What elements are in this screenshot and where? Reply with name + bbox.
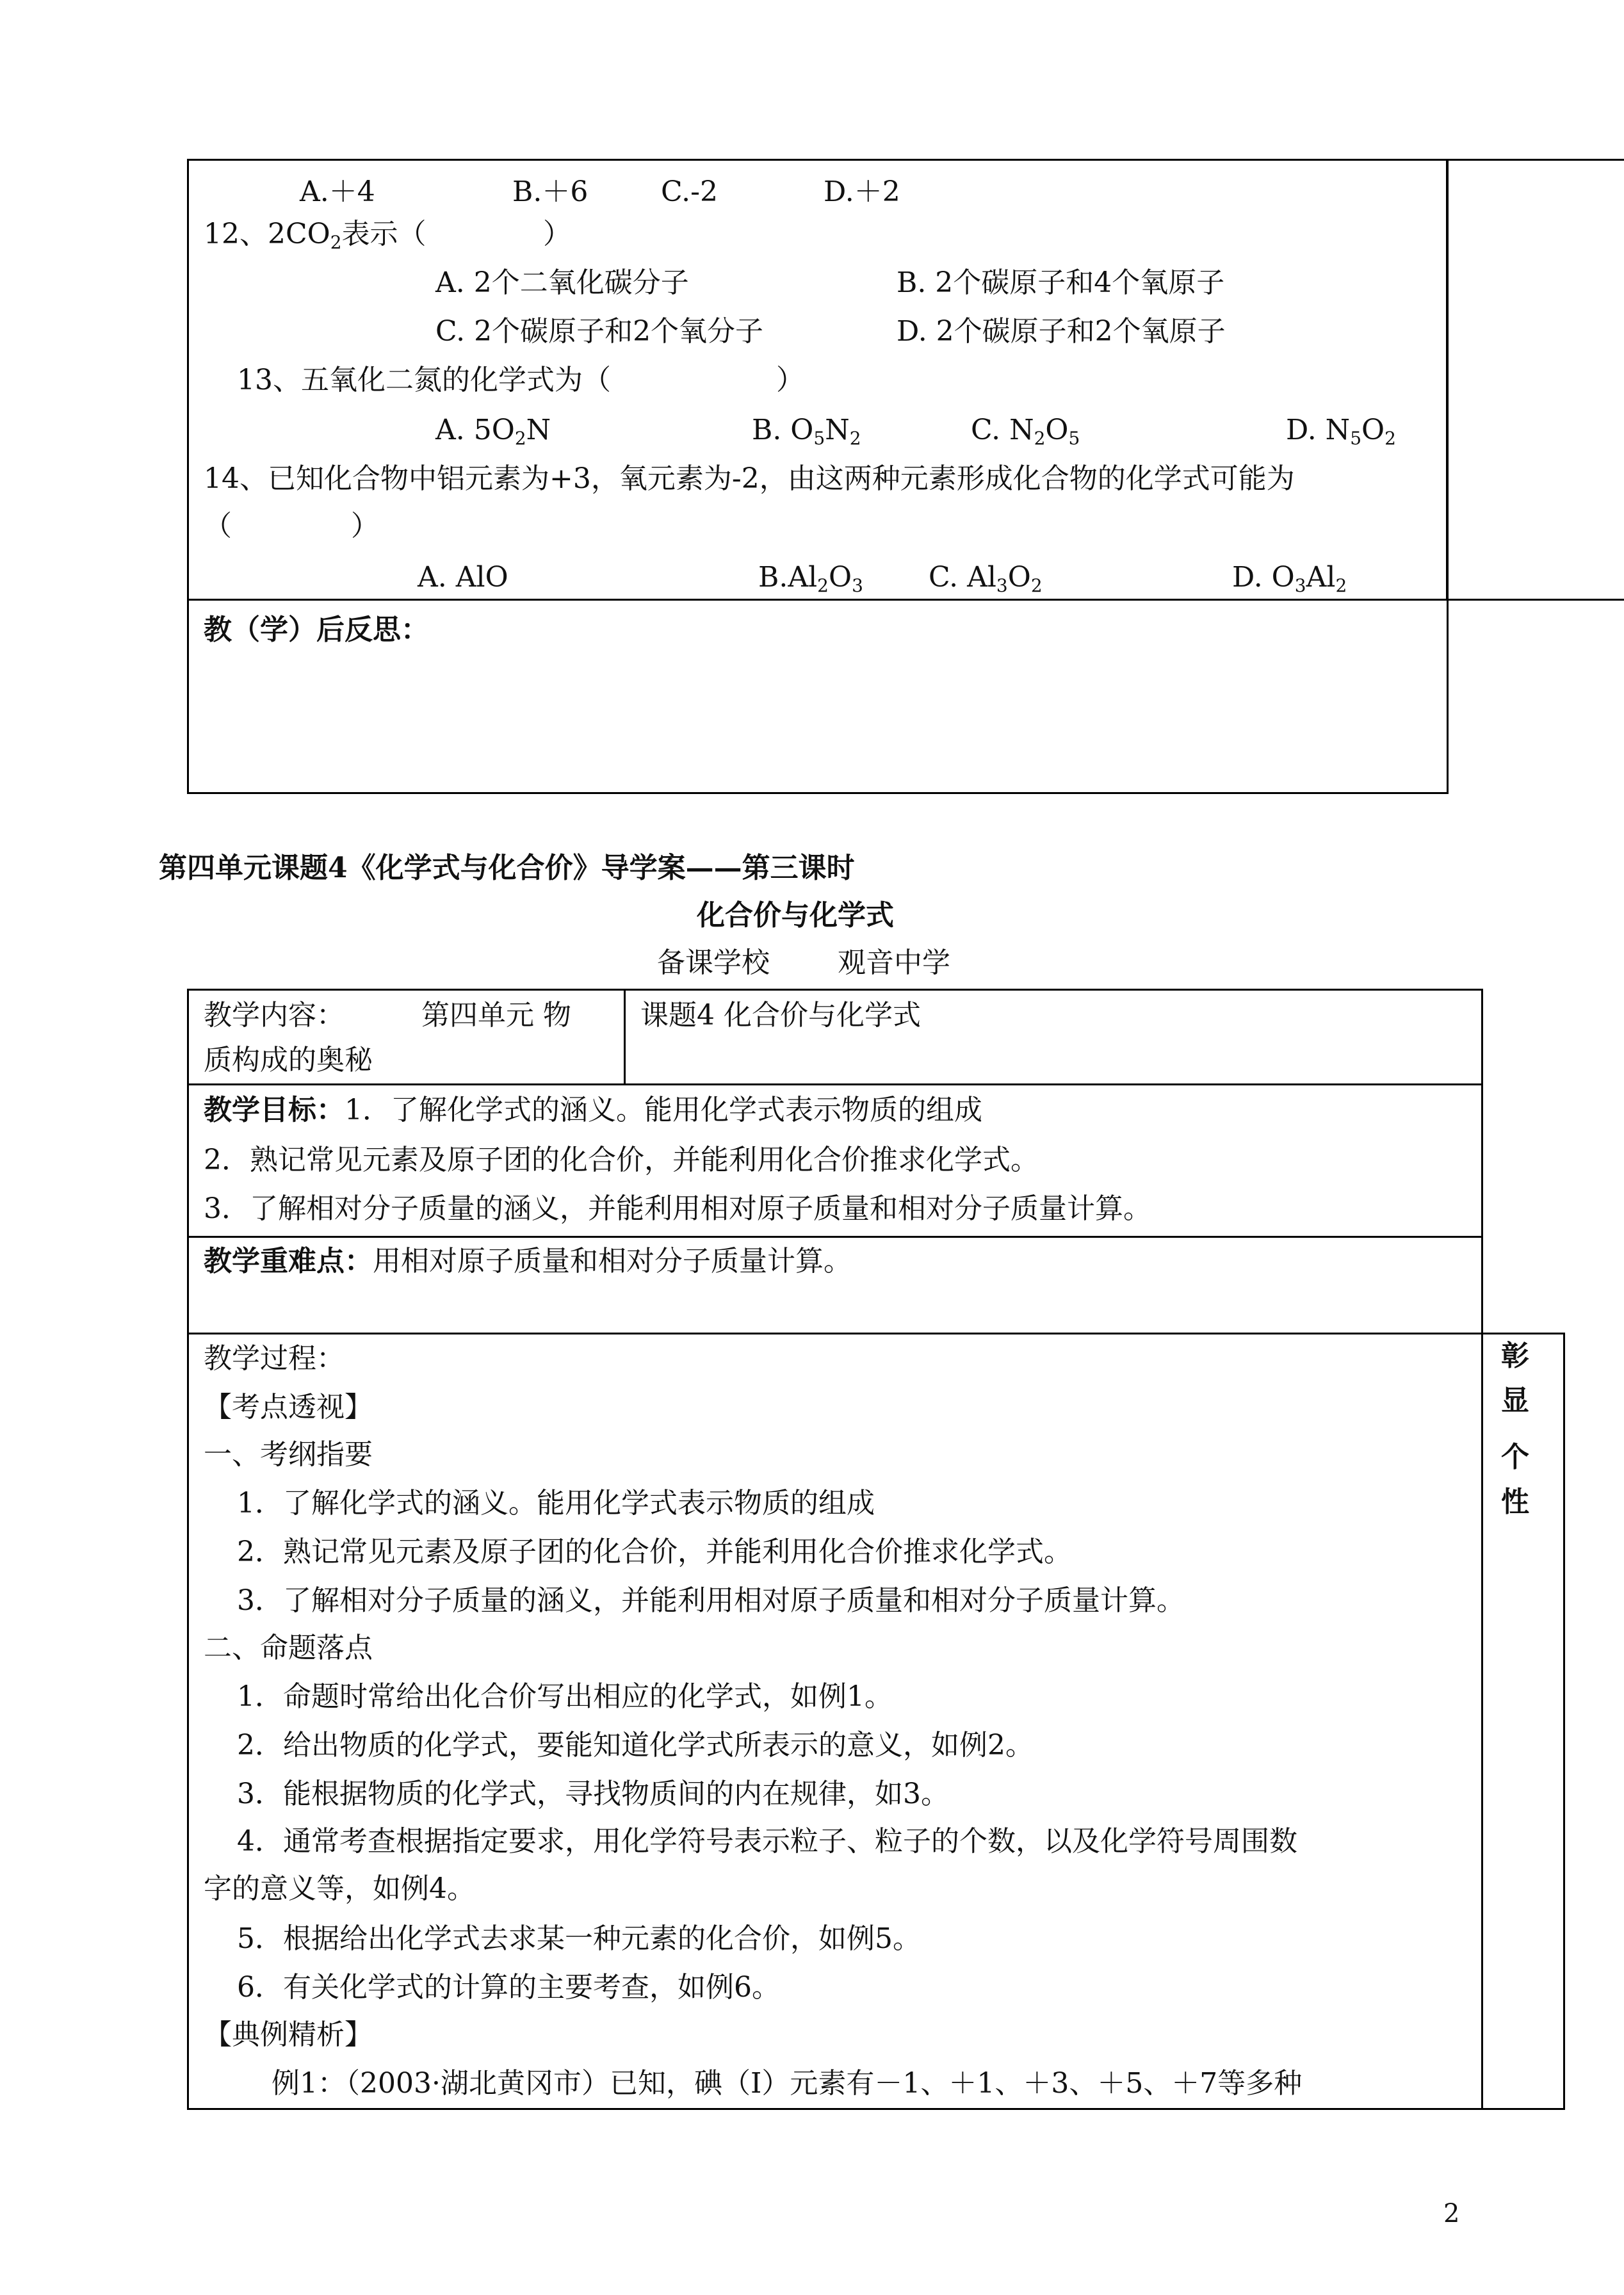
process-label: 教学过程： — [204, 1342, 345, 1375]
key-points-label: 教学重难点： — [204, 1245, 373, 1277]
q11-option-b: B.＋6 — [512, 175, 589, 208]
proposition-item-5: 5．根据给出化学式去求某一种元素的化合价，如例5。 — [237, 1922, 921, 1955]
unit-name: 第四单元 物 — [421, 999, 571, 1032]
q11-option-a: A.＋4 — [300, 175, 375, 208]
examples-heading: 【典例精析】 — [204, 2018, 373, 2051]
unit-name-cont: 质构成的奥秘 — [204, 1044, 373, 1076]
lesson-table-row2-bottom — [187, 1236, 1483, 1238]
side-char-2: 显 — [1501, 1384, 1529, 1417]
lesson-table-left — [187, 989, 189, 2109]
q14-option-b: $B.Al_2O_3$ — [758, 561, 863, 596]
key-points: 教学重难点：用相对原子质量和相对分子质量计算。 — [204, 1245, 852, 1277]
q11-option-d: D.＋2 — [824, 175, 900, 208]
lesson-table-bottom — [187, 2108, 1565, 2110]
q12-stem-close: ） — [543, 218, 571, 250]
question-table-row-divider — [187, 599, 1624, 601]
lesson-table-top — [187, 989, 1483, 991]
objective-1: 教学目标：1．了解化学式的涵义。能用化学式表示物质的组成 — [204, 1094, 982, 1126]
side-char-1: 彰 — [1501, 1340, 1529, 1372]
q11-option-c: C.-2 — [661, 175, 718, 208]
q13-option-b: B. $O_5N_2$ — [752, 414, 861, 449]
lesson-subtitle: 化合价与化学式 — [697, 899, 894, 932]
q12-option-a: A. 2个二氧化碳分子 — [435, 266, 689, 299]
teaching-content-label: 教学内容： — [204, 999, 345, 1032]
proposition-item-2: 2．给出物质的化学式，要能知道化学式所表示的意义，如例2。 — [237, 1729, 1034, 1762]
lesson-table-side-right — [1563, 1333, 1565, 2109]
reflection-label: 教（学）后反思： — [204, 613, 429, 646]
q14-option-a: A. AlO — [418, 561, 508, 594]
q13-option-a: A. $5O_2N$ — [435, 414, 551, 449]
question-table-top-right — [1446, 159, 1624, 161]
example-1: 例1：（2003·湖北黄冈市）已知，碘（I）元素有－1、＋1、＋3、＋5、＋7等多种 — [272, 2067, 1303, 2100]
q14-paren-close: ） — [351, 510, 379, 542]
q12-option-d: D. 2个碳原子和2个氧原子 — [897, 315, 1226, 348]
lesson-table-side-divider — [1481, 1333, 1483, 2109]
proposition-item-4-cont: 字的意义等，如例4。 — [204, 1872, 475, 1905]
q13-option-d: D. $N_5O_2$ — [1286, 414, 1396, 449]
q14-option-c: C. $Al_3O_2$ — [929, 561, 1043, 596]
objective-2: 2．熟记常见元素及原子团的化合价，并能利用化合价推求化学式。 — [204, 1144, 1039, 1176]
proposition-item-4: 4．通常考查根据指定要求，用化学符号表示粒子、粒子的个数，以及化学符号周围数 — [237, 1825, 1297, 1858]
q14-option-d: D. $O_3Al_2$ — [1232, 561, 1347, 596]
lesson-title: 第四单元课题4《化学式与化合价》导学案——第三课时 — [159, 852, 855, 884]
proposition-item-3: 3．能根据物质的化学式，寻找物质间的内在规律，如3。 — [237, 1778, 949, 1810]
q12-stem: 12、$2CO_2$表示（ — [204, 218, 426, 253]
proposition-item-6: 6．有关化学式的计算的主要考查，如例6。 — [237, 1971, 780, 2004]
objective-3: 3．了解相对分子质量的涵义，并能利用相对原子质量和相对分子质量计算。 — [204, 1192, 1151, 1225]
page-number: 2 — [1443, 2199, 1460, 2228]
outline-item-1: 1．了解化学式的涵义。能用化学式表示物质的组成 — [237, 1487, 875, 1520]
question-table-divider — [1446, 159, 1448, 601]
school-name: 观音中学 — [838, 946, 950, 979]
lesson-name: 课题4 化合价与化学式 — [640, 999, 921, 1032]
side-char-4: 性 — [1501, 1486, 1529, 1518]
q13-option-c: C. $N_2O_5$ — [971, 414, 1080, 449]
lesson-table-row1-bottom — [187, 1083, 1483, 1085]
exam-focus-heading: 【考点透视】 — [204, 1391, 373, 1423]
outline-heading: 一、考纲指要 — [204, 1438, 373, 1471]
q14-paren-open: （ — [204, 510, 232, 542]
outline-item-3: 3．了解相对分子质量的涵义，并能利用相对原子质量和相对分子质量计算。 — [237, 1584, 1185, 1617]
q13-stem-close: ） — [776, 364, 804, 396]
q12-option-c: C. 2个碳原子和2个氧分子 — [435, 315, 764, 348]
lesson-table-row3-bottom — [187, 1333, 1565, 1334]
q14-stem: 14、已知化合物中铝元素为+3，氧元素为-2，由这两种元素形成化合物的化学式可能为 — [204, 462, 1295, 495]
q12-option-b: B. 2个碳原子和4个氧原子 — [897, 266, 1225, 299]
outline-item-2: 2．熟记常见元素及原子团的化合价，并能利用化合价推求化学式。 — [237, 1536, 1072, 1568]
side-char-3: 个 — [1501, 1441, 1529, 1473]
q13-stem: 13、五氧化二氮的化学式为（ — [237, 364, 611, 396]
proposition-heading: 二、命题落点 — [204, 1632, 373, 1664]
school-label: 备课学校 — [657, 946, 770, 979]
proposition-item-1: 1．命题时常给出化合价写出相应的化学式，如例1。 — [237, 1680, 893, 1713]
lesson-table-right-upper — [1481, 989, 1483, 1334]
lesson-table-content-divider — [624, 989, 626, 1085]
objectives-label: 教学目标： — [204, 1094, 345, 1126]
